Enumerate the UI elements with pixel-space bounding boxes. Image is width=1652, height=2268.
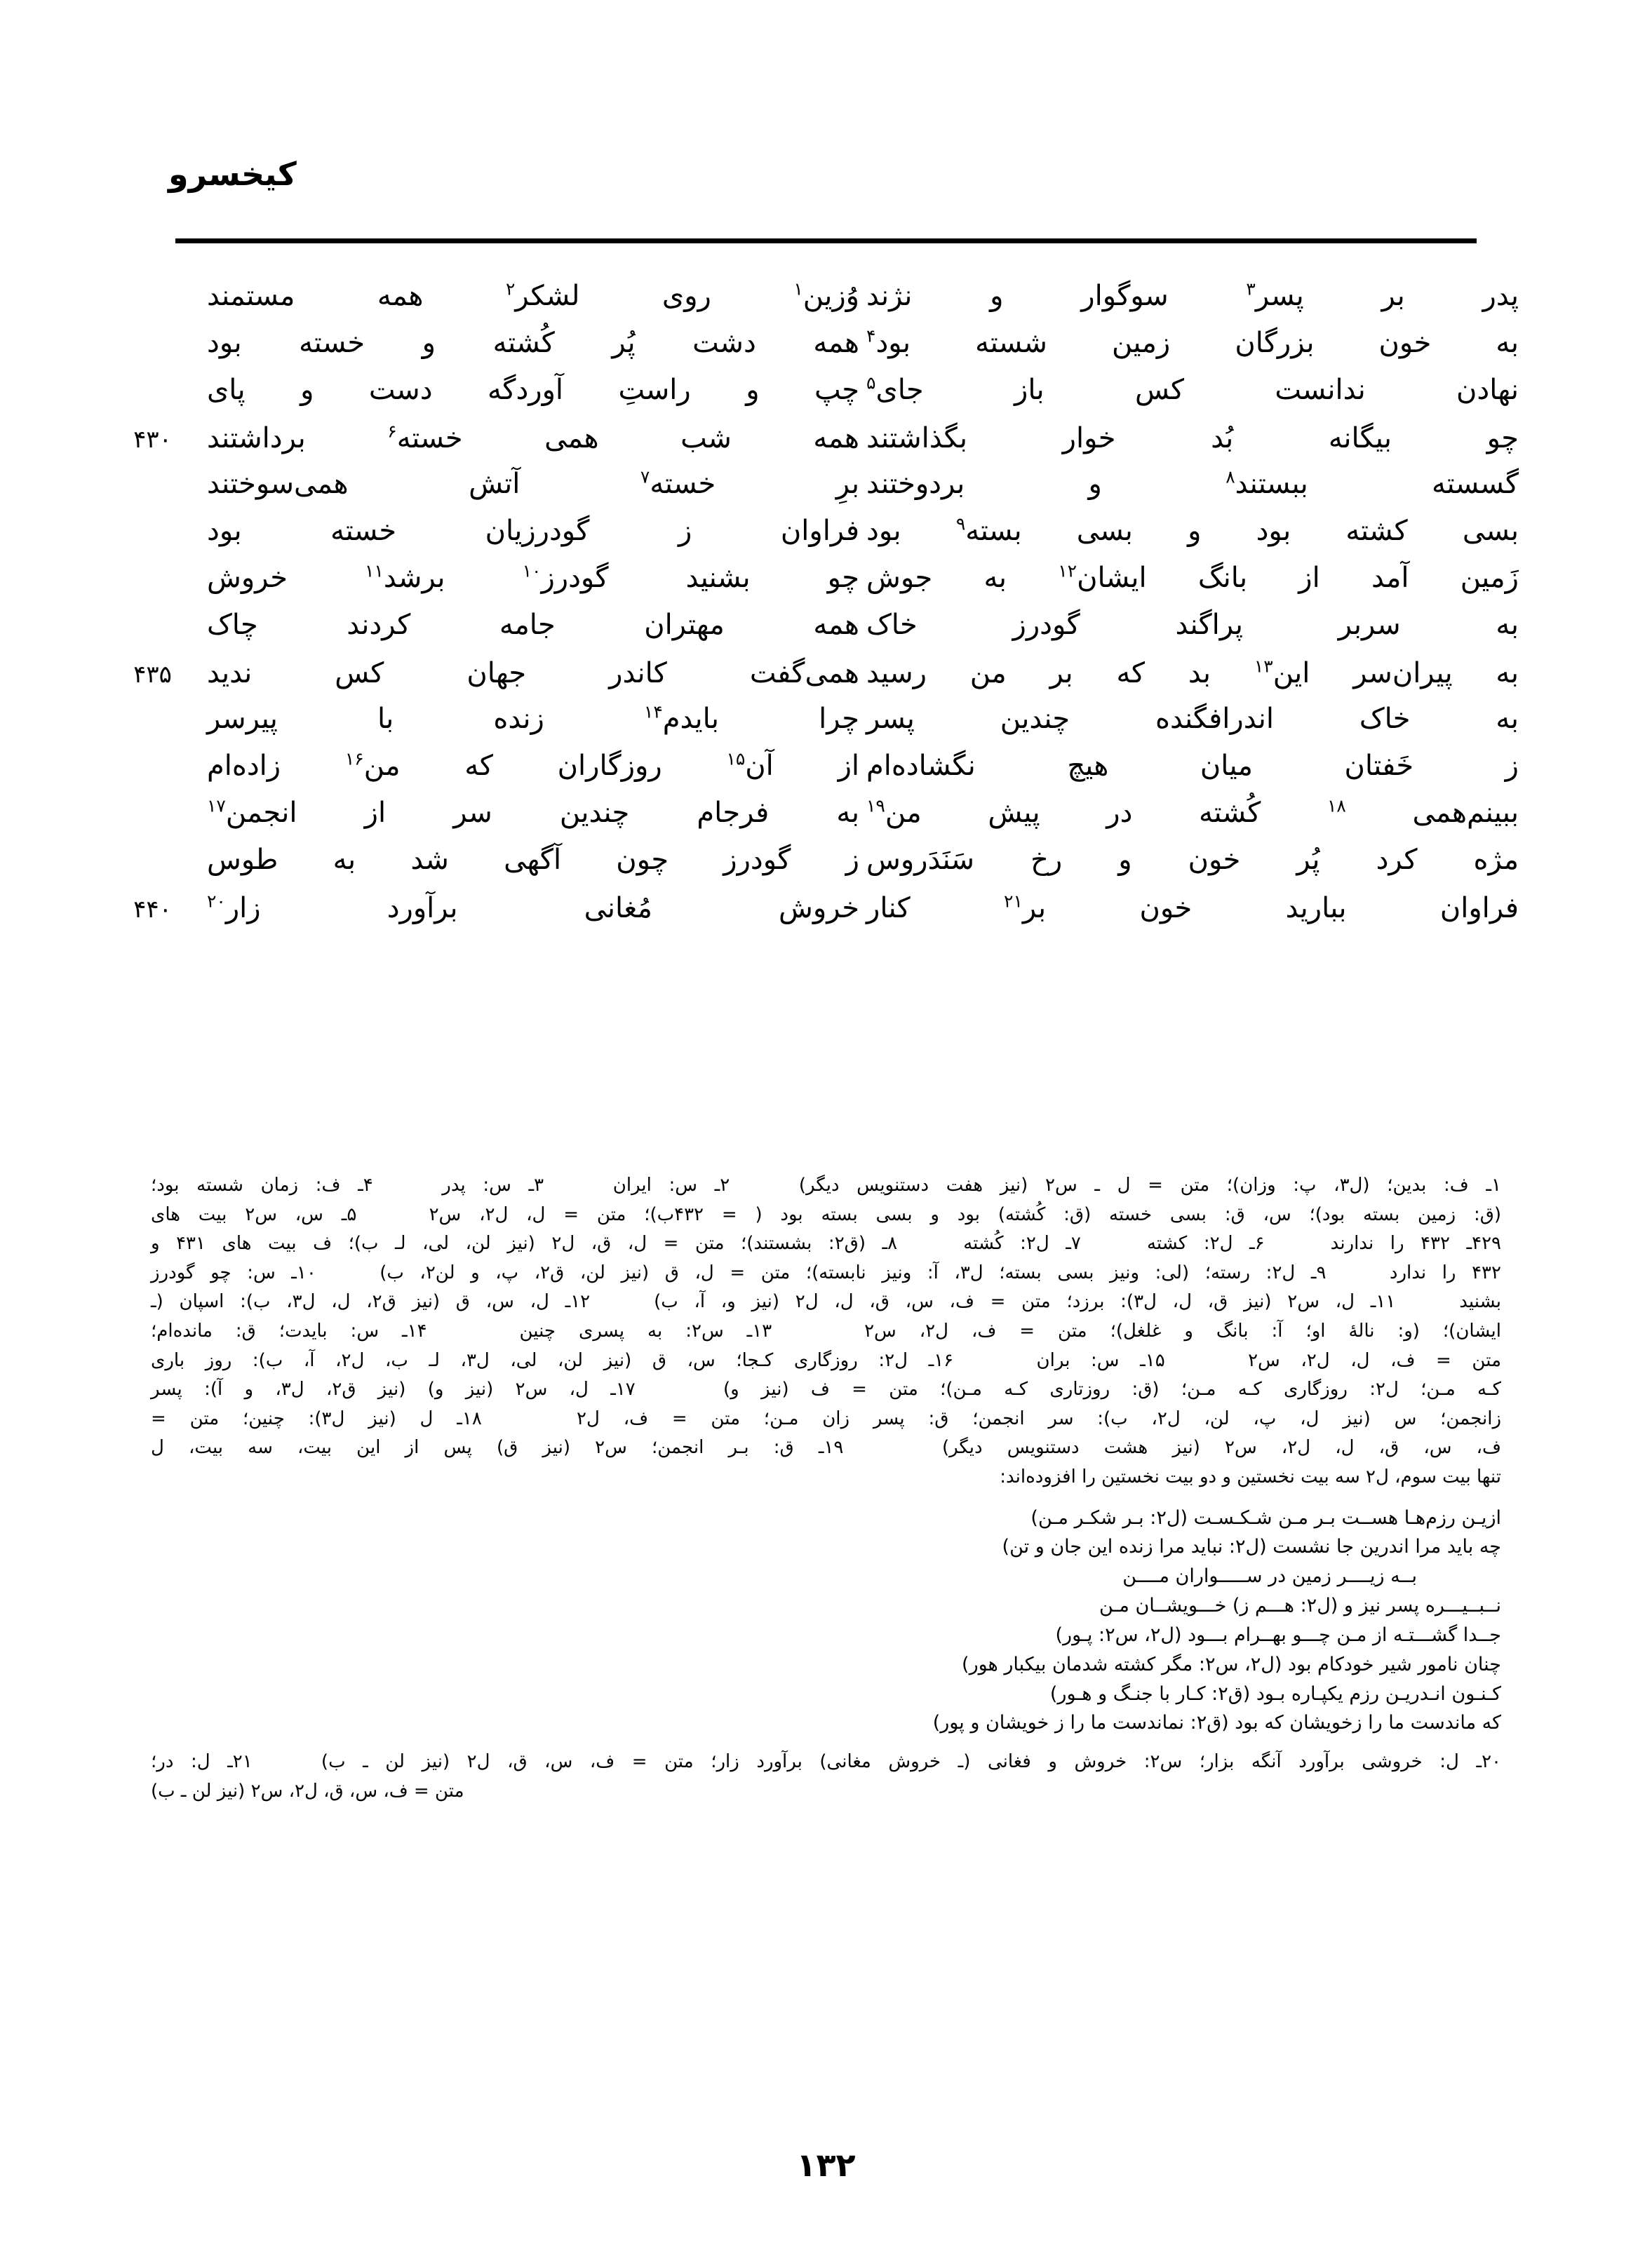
hemistich-second: گسسته ببستند$^۸$ و بردوختند [866,466,1519,500]
inset-verse-line: چنان نامور شیر خودکام بود (ل۲، س۲: مگر کشته شدمان بیکبار هور) [962,1653,1501,1675]
footnote-line: ایشان)؛ (و: نالهٔ او؛ آ: بانگ و غلغل)؛ متن = ف، ل۲، س۲ ۱۳ـ س۲: به پسری چنین ۱۴ـ س: بایدت؛ ق: مانده‌ام؛ [151,1320,1501,1342]
page-number: ۱۳۲ [796,2146,856,2184]
hemistich-first: چرا بایدم$^{۱۴}$ زنده با پیرسر [207,701,859,735]
verse-line-number [112,301,193,305]
verse-line-number [112,536,193,540]
inset-verse-line: کـنـون انـدریـن رزم یکپـاره بـود (ق۲: کـار با جنـگ و هـور) [1049,1682,1501,1705]
verse-line-number [112,583,193,587]
verse-couplet [105,844,1547,891]
verse-couplet [105,891,1547,938]
footnote-line: (ق: زمین بسته بود)؛ س، ق: بسی خسته (ق: کُشته) بود و بسی بسته بود ( = ۴۳۲ب)؛ متن = ل، ل۲، س۲ ۵ـ س، س۲ بیت های [151,1203,1502,1225]
verse-line-number: ۴۳۰ [133,426,172,454]
footnote-lines [151,1171,1501,1492]
hemistich-second: به پیران‌سر این$^{۱۳}$ بد که بر من رسید [866,656,1519,689]
running-head-title: کیخسرو [168,155,297,193]
hemistich-first: همه مهتران جامه کردند چاک [207,609,859,641]
footnote-tail-lines [151,1748,1501,1806]
hemistich-first: به فرجام چندین سر از انجمن$^{۱۷}$ [207,795,859,829]
verse-couplet [105,703,1547,750]
verse-line-number [112,865,193,869]
hemistich-first: همی‌گفت کاندر جهان کس ندید [207,657,859,689]
verse-line-number [112,724,193,728]
footnote-line: تنها بیت سوم، ل۲ سه بیت نخستین و دو بیت نخستین را افزوده‌اند: [1000,1466,1501,1487]
hemistich-first: وُزین$^۱$ روی لشکر$^۲$ همه مستمند [207,278,859,312]
footnote-line: ف، س، ق، ل، ل۲، س۲ (نیز هشت دستنویس دیگر) ۱۹ـ ق: بـر انجمن؛ س۲ (نیز ق) پس از این بیت، سه بیت، ل [151,1437,1501,1459]
running-head [105,155,1547,193]
hemistich-second: مژه کرد پُر خون و رخ سَنَدَروس [866,844,1519,876]
verse-couplet [105,656,1547,703]
verse-couplet [105,374,1547,421]
footnote-line: ۲۰ـ ل: خروشی برآورد آنگه بزار؛ س۲: خروش و فغانی (ـ خروش مغانی) برآورد زار؛ متن = ف، س، ق، ل۲ (نیز لن ـ ب) ۲۱ـ ل: در؛ [151,1751,1501,1773]
verse-couplet [105,750,1547,797]
inset-verse-line: جــدا گشـــتـه از مـن چـــو بهــرام بـــود (ل۲، س۲: پـور) [1055,1624,1501,1646]
verse-couplet [105,797,1547,844]
verse-couplet [105,421,1547,468]
hemistich-first: فراوان ز گودرزیان خسته بود [207,515,859,547]
verse-block [105,278,1547,938]
verse-couplet [105,609,1547,656]
hemistich-second: بسی کشته بود و بسی بسته$^۹$ بود [866,513,1519,547]
verse-couplet [105,325,1547,374]
footnote-line: ۱ـ ف: بدین؛ (ل۳، پ: وزان)؛ متن = ل ـ س۲ (نیز هفت دستنویس دیگر) ۲ـ س: ایران ۳ـ س: پدر ۴ـ ف: زمان شسته بود؛ [151,1175,1501,1196]
verse-line-number [112,348,193,352]
hemistich-second: پدر بر پسر$^۳$ سوگوار و نژند [866,278,1519,312]
hemistich-second: به خون بزرگان زمین شسته بود$^۴$ [866,325,1519,359]
hemistich-second: چو بیگانه بُد خوار بگذاشتند [866,422,1519,454]
footnote-line: زانجمن؛ س (نیز ل، پ، لن، ل۲، ب): سر انجمن؛ ق: پسر زان مـن؛ متن = ف، ل۲ ۱۸ـ ل (نیز ل۳): چنین؛ متن = [151,1408,1502,1429]
inset-verse-line: چه باید مرا اندرین جا نشست (ل۲: نباید مرا زنده این جان و تن) [1002,1536,1501,1558]
verse-line-number: ۴۴۰ [133,896,172,924]
verse-line-number [112,489,193,493]
inset-verse-line: نــبــیـــره پسر نیز و (ل۲: هـــم ز) خـــویشــان مـن [1099,1595,1501,1617]
hemistich-second: ز خَفتان میان هیچ نگشاده‌ام [866,750,1519,782]
inset-verse-quotes [151,1504,1501,1739]
verse-line-number [112,771,193,775]
hemistich-second: به خاک اندرافگنده چندین پسر [866,703,1519,735]
verse-couplet [105,278,1547,328]
header-rule [175,238,1477,243]
footnote-line: ۴۲۹ـ ۴۳۲ را ندارند ۶ـ ل۲: کشته ۷ـ ل۲: کُشته ۸ـ (ق۲: بشستند)؛ متن = ل، ق، ل۲ (نیز لن، لی، لـ ب)؛ ف بیت های ۴۳۱ و [151,1233,1502,1255]
hemistich-first: ز گودرز چون آگهی شد به طوس [207,844,859,876]
hemistich-second: به سربر پراگند گودرز خاک [866,609,1519,641]
footnote-apparatus [151,1171,1501,1806]
footnote-line: متن = ف، ل، ل۲، س۲ ۱۵ـ س: بران ۱۶ـ ل۲: روزگاری کـجا؛ س، ق (نیز لن، لی، ل۳، لـ ب، ل۲، آ، ب): روز باری [151,1349,1501,1371]
hemistich-second: فراوان ببارید خون بر$^{۲۱}$ کنار [866,891,1519,924]
inset-verse-line: ازیـن رزم‌هـا هســت بـر مـن شـکـسـت (ل۲: بـر شکـر مـن) [1030,1506,1501,1529]
hemistich-second: زَمین آمد از بانگ ایشان$^{۱۲}$ به جوش [866,560,1519,594]
verse-line-number [112,395,193,399]
footnote-line: بشنید ۱۱ـ ل، س۲ (نیز ق، ل، ل۳): برزد؛ متن = ف، س، ق، ل، ل۲ (نیز و، آ، ب) ۱۲ـ ل، س، ق (نیز ق۲، ل، ل۳، ب): اسپان (ـ [151,1291,1502,1313]
hemistich-first: از آن$^{۱۵}$ روزگاران که من$^{۱۶}$ زاده‌ام [207,748,859,782]
footnote-line: ۴۳۲ را ندارد ۹ـ ل۲: رسته؛ (لی: ونیز بسی بسته؛ ل۳، آ: ونیز نابسته)؛ متن = ل، ق (نیز لن، ق۲، پ، و لن۲، ب) ۱۰ـ س: چو گودرز [151,1262,1501,1283]
hemistich-second: نهادن ندانست کس باز جای$^۵$ [866,372,1519,406]
hemistich-second: ببینم‌همی $^{۱۸}$ کُشته در پیش من$^{۱۹}$ [866,795,1519,829]
footnote-line: کـه مـن؛ ل۲: روزگاری کـه مـن؛ (ق: روزتاری کـه مـن)؛ متن = ف (نیز و) ۱۷ـ ل، س۲ (نیز و) (نیز ق۲، ل۳، و آ): پسر [151,1379,1501,1400]
hemistich-first: چو بشنید گودرز$^{۱۰}$ برشد$^{۱۱}$ خروش [207,560,859,594]
hemistich-first: همه شب همی خسته$^۶$ برداشتند [207,421,859,454]
verse-couplet [105,515,1547,562]
hemistich-first: خروش مُغانی برآورد زار$^{۲۰}$ [207,891,859,924]
inset-verse-line: که ماندست ما را زخویشان که بود (ق۲: نماندست ما را ز خویشان و پور) [932,1712,1501,1734]
verse-line-number [112,630,193,634]
verse-couplet [105,468,1547,515]
hemistich-first: همه دشت پُر کُشته و خسته بود [207,327,859,359]
verse-line-number: ۴۳۵ [133,661,172,689]
verse-couplet [105,562,1547,609]
inset-verse-line: بــه زیــــر زمین در ســـــواران مــــن [1122,1565,1417,1588]
hemistich-first: برِ خسته$^۷$ آتش همی‌سوختند [207,466,859,500]
footnote-line: متن = ف، س، ق، ل۲، س۲ (نیز لن ـ ب) [151,1780,464,1802]
hemistich-first: چپ و راستِ آوردگه دست و پای [207,374,859,406]
verse-line-number [112,818,193,822]
